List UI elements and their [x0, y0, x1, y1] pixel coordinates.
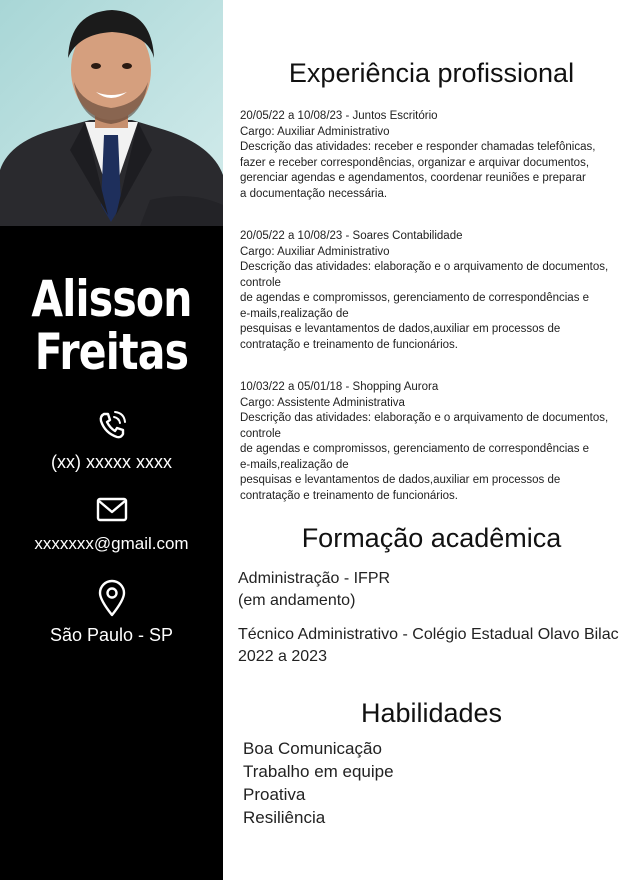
profile-photo — [0, 0, 223, 226]
job-description-line: de agendas e compromissos, gerenciamento de correspondências e — [240, 443, 590, 455]
education-status: (em andamento) — [238, 592, 356, 609]
education-course: Técnico Administrativo - Colégio Estadual Olavo Bilac — [238, 626, 619, 643]
job-description-line: e-mails,realização de — [240, 458, 349, 471]
skill-item: Resiliência — [243, 808, 326, 827]
job-role: Cargo: Auxiliar Administrativo — [240, 125, 390, 138]
envelope-icon — [0, 495, 223, 530]
skill-item: Proativa — [243, 785, 306, 804]
main-content — [223, 0, 640, 880]
person-portrait-image — [0, 0, 223, 226]
phone-icon — [0, 408, 223, 447]
job-description-line: Descrição das atividades: receber e responder chamadas telefônicas, — [240, 141, 596, 153]
job-role: Cargo: Assistente Administrativa — [240, 396, 405, 409]
last-name: Freitas — [34, 323, 189, 381]
job-entry — [240, 229, 635, 353]
education-course: Administração - IFPR — [238, 570, 391, 587]
skill-item: Trabalho em equipe — [243, 762, 394, 781]
job-description-line: controle — [240, 276, 281, 289]
job-description-line: gerenciar agendas e agendamentos, coordenar reuniões e preparar — [240, 172, 586, 184]
job-description-line: e-mails,realização de — [240, 307, 349, 320]
job-description-line: fazer e receber correspondências, organizar e arquivar documentos, — [240, 156, 590, 169]
map-pin-icon — [0, 578, 223, 623]
job-description-line: contratação e treinamento de funcionários. — [240, 338, 458, 351]
job-description-line: Descrição das atividades: elaboração e o arquivamento de documentos, — [240, 412, 609, 424]
job-entry — [240, 109, 635, 202]
first-name: Alisson — [31, 270, 192, 328]
job-period: 10/03/22 a 05/01/18 - Shopping Aurora — [240, 381, 439, 393]
job-description-line: Descrição das atividades: elaboração e o arquivamento de documentos, — [240, 261, 609, 273]
job-period: 20/05/22 a 10/08/23 - Juntos Escritório — [240, 110, 438, 122]
job-entry — [240, 380, 635, 504]
education-heading: Formação acadêmica — [301, 523, 562, 553]
job-description-line: pesquisas e levantamentos de dados,auxiliar em processos de — [240, 323, 561, 335]
job-period: 20/05/22 a 10/08/23 - Soares Contabilidade — [240, 230, 463, 242]
location: São Paulo - SP — [49, 625, 174, 645]
job-description-line: controle — [240, 427, 281, 440]
skills-heading: Habilidades — [360, 698, 503, 728]
job-description-line: de agendas e compromissos, gerenciamento de correspondências e — [240, 292, 590, 304]
job-description-line: contratação e treinamento de funcionários. — [240, 489, 458, 502]
sidebar — [0, 0, 223, 880]
phone-number: (xx) xxxxx xxxx — [51, 452, 172, 472]
education-period: 2022 a 2023 — [238, 648, 327, 665]
skill-item: Boa Comunicação — [243, 739, 382, 758]
education-entry — [238, 568, 638, 612]
job-role: Cargo: Auxiliar Administrativo — [240, 245, 390, 258]
job-description-line: a documentação necessária. — [240, 187, 388, 200]
job-description-line: pesquisas e levantamentos de dados,auxiliar em processos de — [240, 474, 561, 486]
experience-heading: Experiência profissional — [288, 58, 575, 88]
education-entry — [238, 624, 638, 668]
email-address: xxxxxxx@gmail.com — [34, 534, 189, 553]
skills-list — [243, 737, 394, 829]
